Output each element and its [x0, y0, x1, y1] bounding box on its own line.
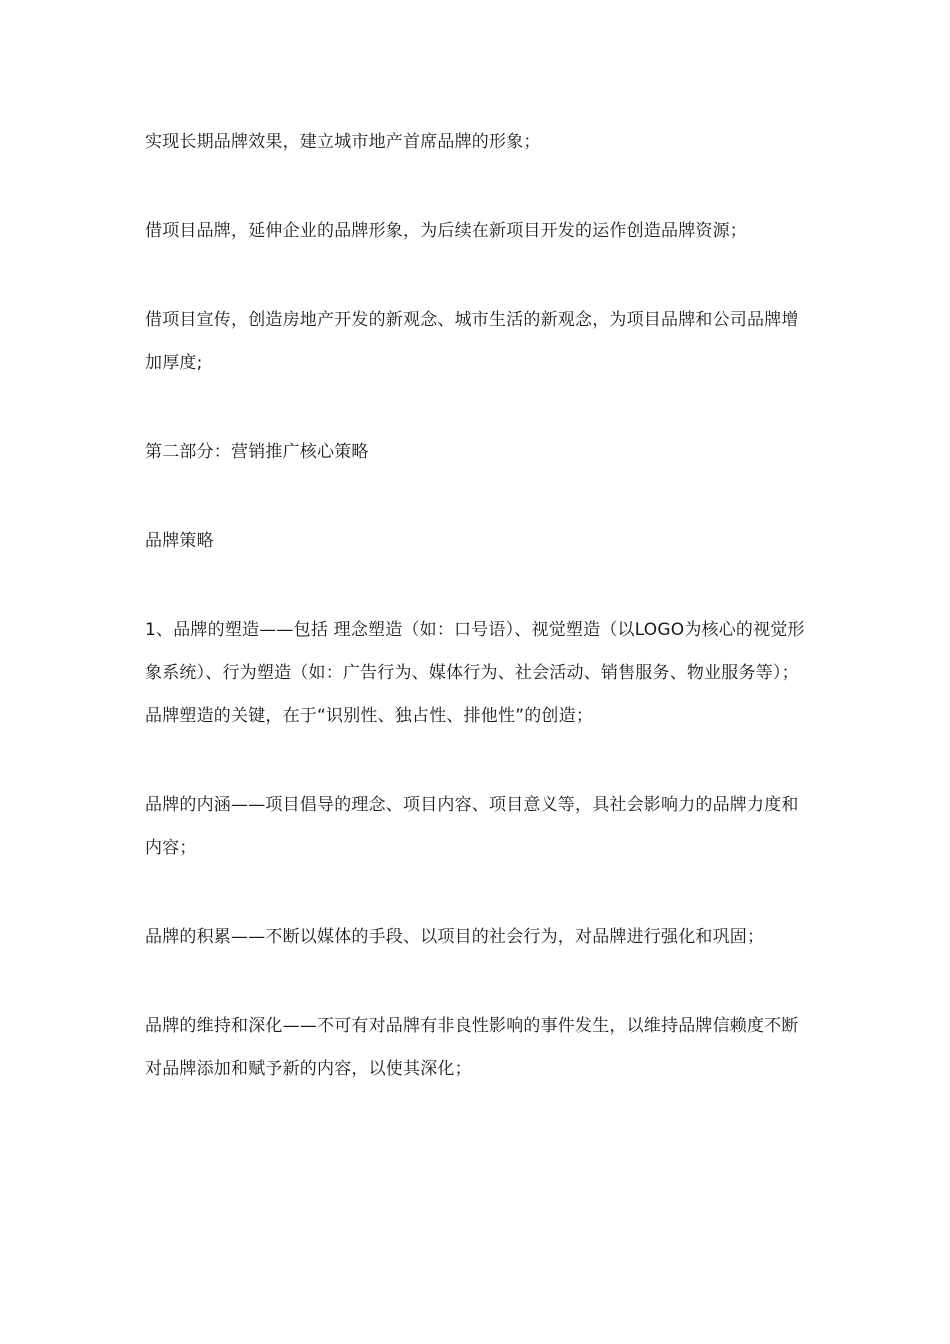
- paragraph-brand-maintenance: 品牌的维持和深化——不可有对品牌有非良性影响的事件发生，以维持品牌信赖度不断对品牌添加和赋予新的内容，以使其深化；: [145, 1016, 799, 1079]
- section-heading: 第二部分：营销推广核心策略: [145, 442, 369, 462]
- paragraph-brand-accumulation: 品牌的积累——不断以媒体的手段、以项目的社会行为，对品牌进行强化和巩固；: [145, 927, 765, 947]
- paragraph-brand-connotation: 品牌的内涵——项目倡导的理念、项目内容、项目意义等，具社会影响力的品牌力度和内容；: [145, 795, 799, 858]
- paragraph-brand-shaping: 1、品牌的塑造——包括 理念塑造（如：口号语）、视觉塑造（以LOGO为核心的视觉形象系统）、行为塑造（如：广告行为、媒体行为、社会活动、销售服务、物业服务等）；品牌塑造的关键，在于“识别性、独占性、排他性”的创造；: [145, 620, 805, 726]
- paragraph-project-promotion: 借项目宣传，创造房地产开发的新观念、城市生活的新观念，为项目品牌和公司品牌增加厚度;: [145, 310, 799, 373]
- subsection-heading: 品牌策略: [145, 531, 214, 551]
- paragraph-brand-effect: 实现长期品牌效果，建立城市地产首席品牌的形象；: [145, 132, 541, 152]
- paragraph-project-brand: 借项目品牌，延伸企业的品牌形象，为后续在新项目开发的运作创造品牌资源；: [145, 221, 747, 241]
- document-body: [145, 121, 810, 1137]
